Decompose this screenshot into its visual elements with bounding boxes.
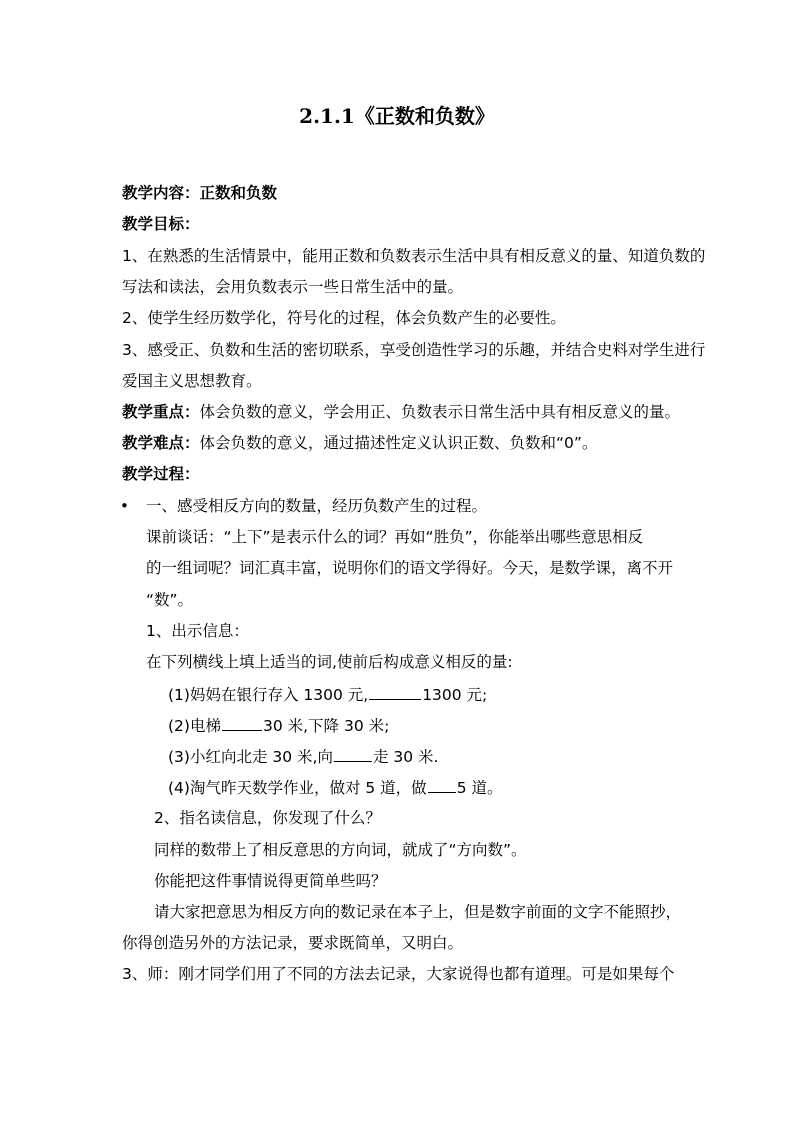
teaching-goals-label: 教学目标： (122, 215, 200, 233)
section-1-heading: 一、感受相反方向的数量，经历负数产生的过程。 (146, 497, 488, 515)
fill-item-2 (168, 715, 389, 736)
goal-2: 2、使学生经历数学化，符号化的过程，体会负数产生的必要性。 (122, 309, 566, 327)
instruction: 在下列横线上填上适当的词,使前后构成意义相反的量: (146, 653, 513, 671)
goal-3-line-2: 爱国主义思想教育。 (122, 372, 262, 390)
talk-line-2: 的一组词呢？词汇真丰富，说明你们的语文学得好。今天，是数学课，离不开 (146, 559, 674, 577)
fill-item-2-after: 30 米,下降 30 米; (262, 717, 390, 735)
record-line-1: 请大家把意思为相反方向的数记录在本子上，但是数字前面的文字不能照抄， (154, 903, 682, 921)
fill-item-4-after: 5 道。 (456, 779, 503, 797)
fill-item-4-before: (4)淘气昨天数学作业，做对 5 道，做 (168, 779, 427, 797)
fill-item-1-after: 1300 元; (422, 686, 488, 704)
fill-item-3-after: 走 30 米. (372, 748, 439, 766)
fill-item-1-before: (1)妈妈在银行存入 1300 元, (168, 686, 369, 704)
goal-1-line-1: 1、在熟悉的生活情景中，能用正数和负数表示生活中具有相反意义的量、知道负数的 (122, 247, 706, 265)
fill-item-2-before: (2)电梯 (168, 717, 221, 735)
fill-blank-3[interactable] (334, 746, 372, 762)
teaching-key-point (122, 402, 680, 422)
key-point-text: 体会负数的意义，学会用正、负数表示日常生活中具有相反意义的量。 (199, 403, 681, 421)
talk-line-1: 课前谈话：“上下”是表示什么的词？再如“胜负”，你能举出哪些意思相反 (146, 528, 644, 546)
difficulty-text: 体会负数的意义，通过描述性定义认识正数、负数和“0”。 (199, 434, 598, 452)
fill-blank-4[interactable] (428, 777, 456, 793)
talk-line-3: “数”。 (146, 591, 194, 609)
teaching-difficulty (122, 433, 597, 453)
teaching-content-label: 教学内容： (122, 184, 200, 202)
fill-item-4 (168, 777, 502, 798)
key-point-label: 教学重点： (122, 403, 200, 421)
question: 你能把这件事情说得更简单些吗？ (154, 872, 387, 890)
teaching-process-label: 教学过程： (122, 465, 200, 483)
record-line-2: 你得创造另外的方法记录，要求既简单，又明白。 (122, 934, 464, 952)
difficulty-label: 教学难点： (122, 434, 200, 452)
page-title: 2.1.1《正数和负数》 (299, 104, 495, 128)
teaching-content (122, 183, 277, 203)
step-1: 1、出示信息： (146, 622, 249, 640)
step-3: 3、师：刚才同学们用了不同的方法去记录，大家说得也都有道理。可是如果每个 (122, 965, 675, 983)
teaching-content-value: 正数和负数 (199, 184, 278, 202)
fill-item-3-before: (3)小红向北走 30 米,向 (168, 748, 333, 766)
fill-item-1 (168, 684, 487, 705)
fill-item-3 (168, 746, 438, 767)
goal-3-line-1: 3、感受正、负数和生活的密切联系，享受创造性学习的乐趣，并结合史料对学生进行 (122, 341, 706, 359)
goal-1-line-2: 写法和读法，会用负数表示一些日常生活中的量。 (122, 278, 464, 296)
fill-blank-2[interactable] (222, 715, 262, 731)
fill-blank-1[interactable] (369, 684, 421, 700)
step-2-text: 同样的数带上了相反意思的方向词，就成了“方向数”。 (154, 841, 527, 859)
bullet-icon: • (120, 497, 129, 515)
step-2: 2、指名读信息，你发现了什么？ (154, 809, 381, 827)
